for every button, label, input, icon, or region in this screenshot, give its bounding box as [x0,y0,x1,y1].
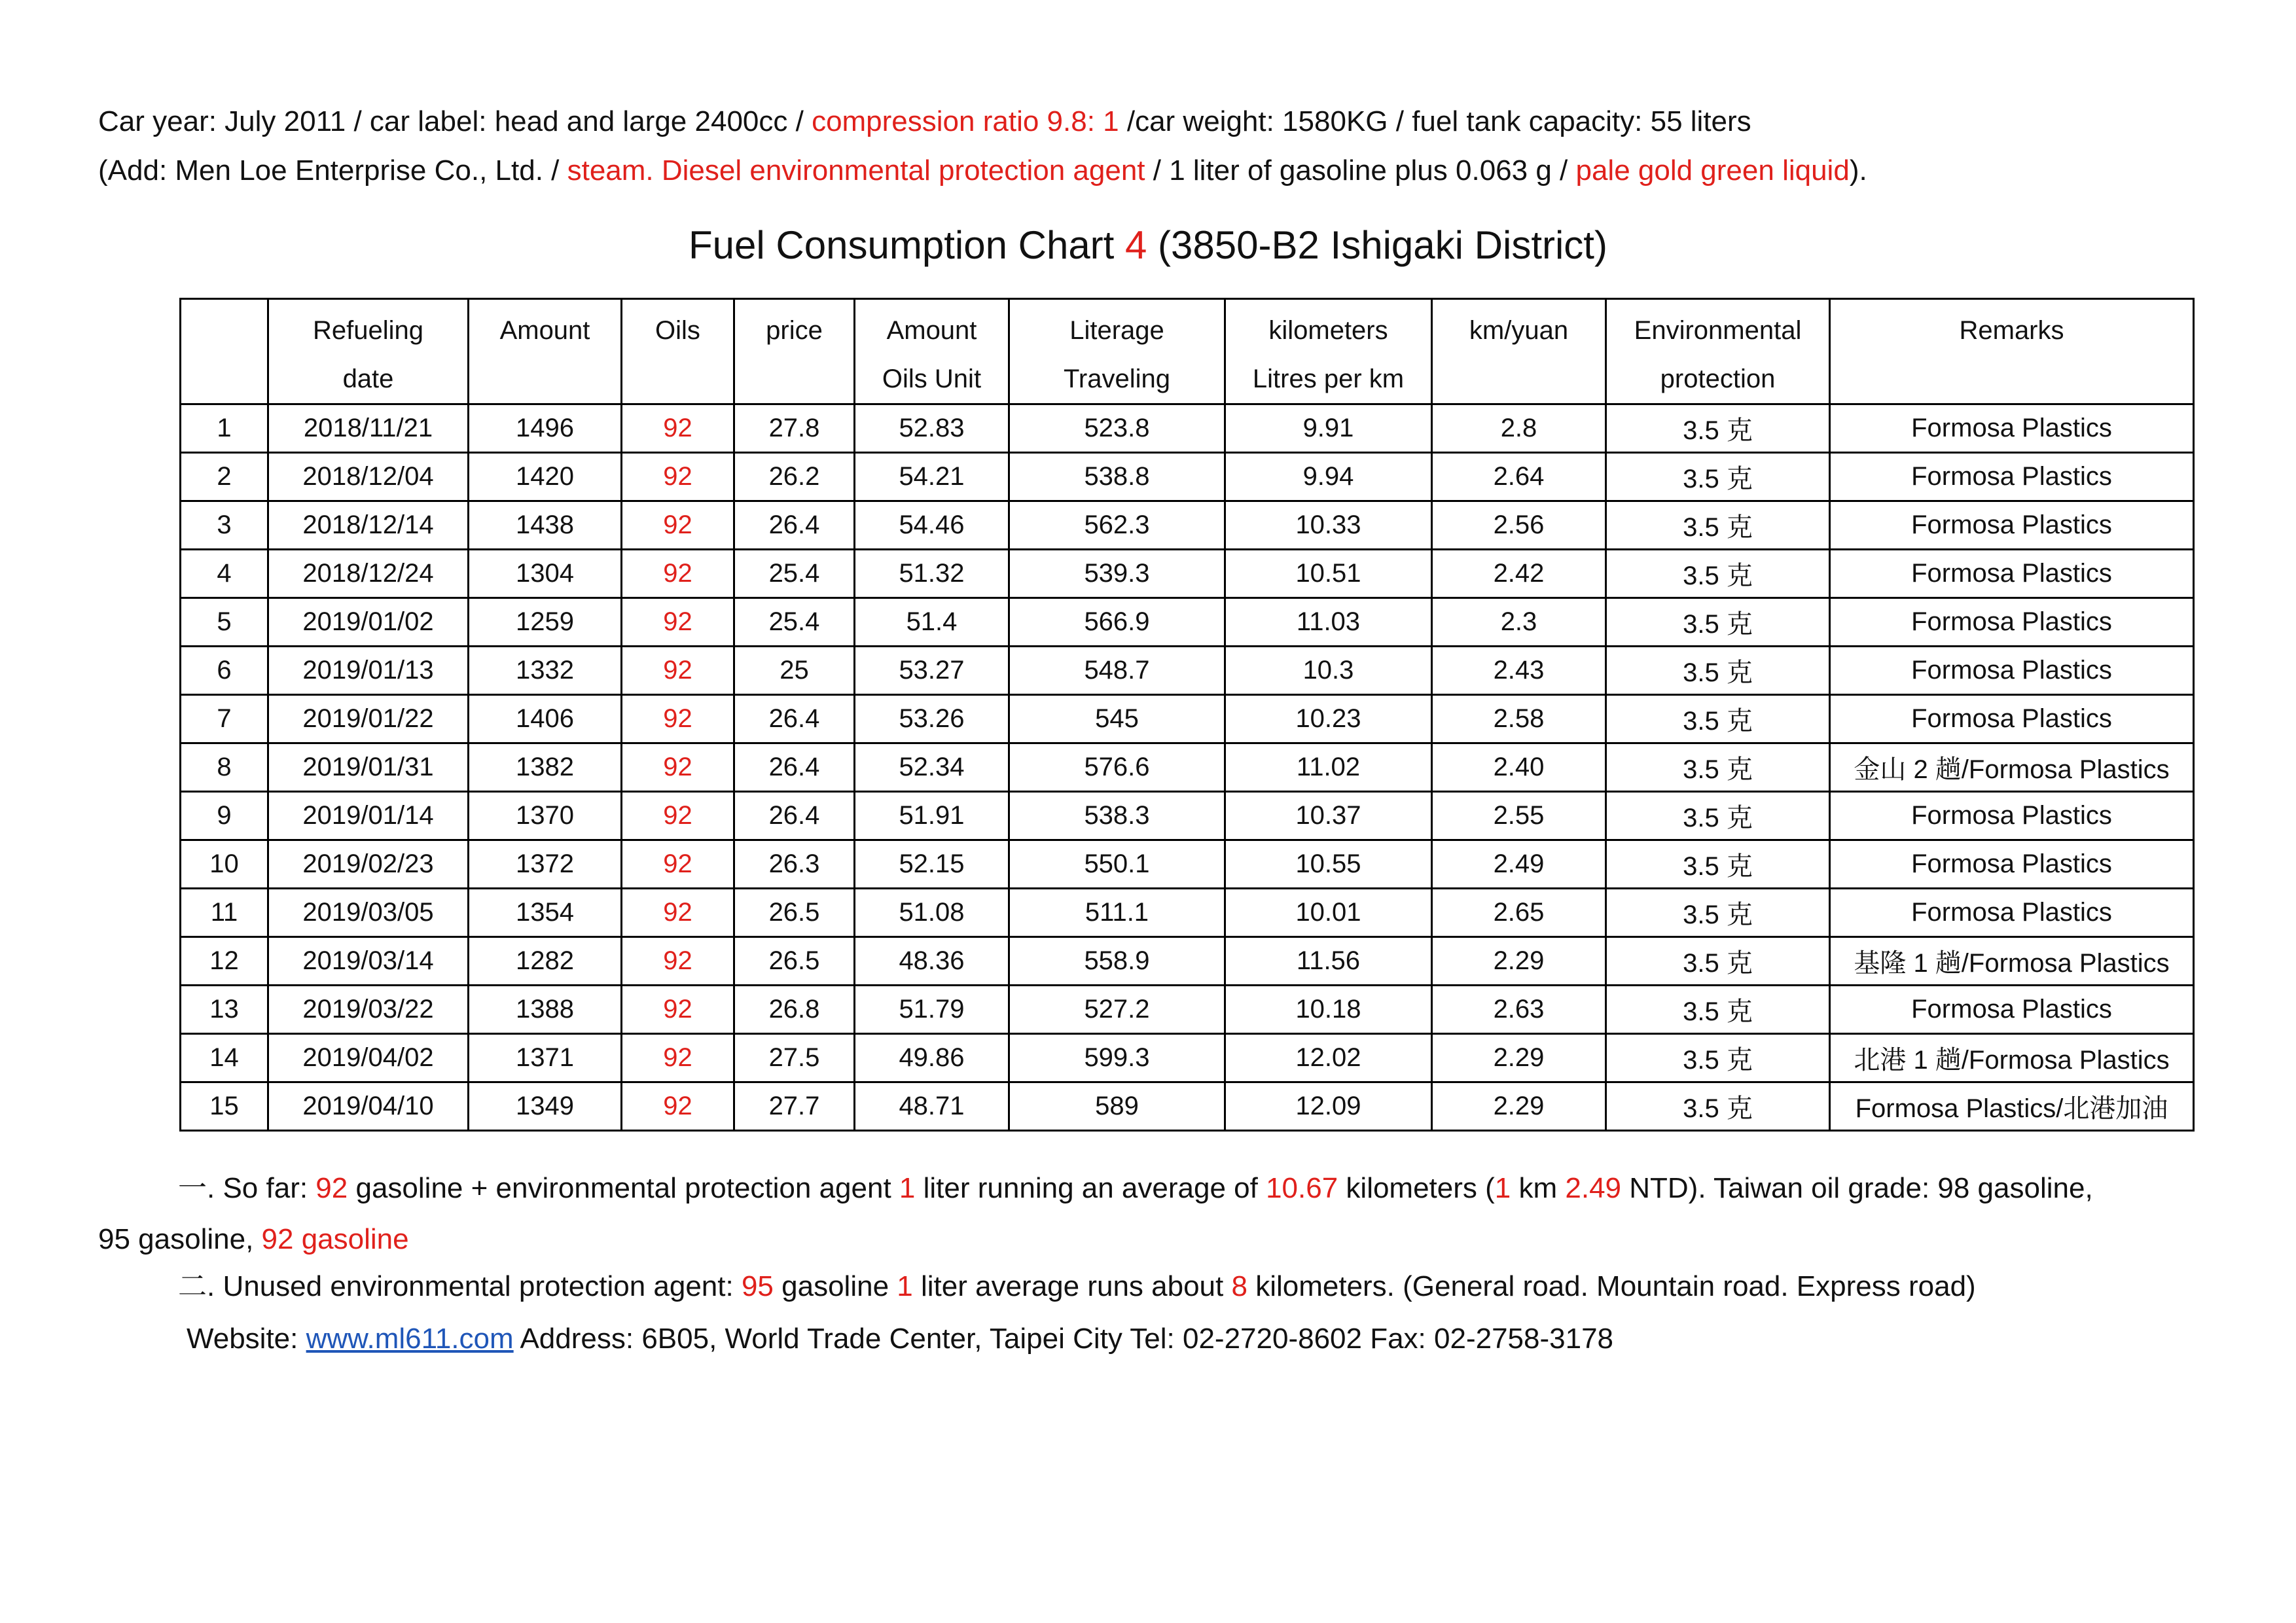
table-cell: Formosa Plastics [1830,501,2194,550]
header-sublabel: date [342,365,394,393]
table-cell: 3.5 克 [1606,453,1830,501]
note-1-text: km [1511,1172,1566,1204]
table-cell: 12.09 [1225,1082,1432,1131]
table-cell: 10.37 [1225,792,1432,840]
table-cell: 566.9 [1009,598,1225,647]
fuel-consumption-table [179,298,2195,1132]
website-link[interactable]: www.ml611.com [306,1323,514,1355]
website-label: Website: [187,1323,306,1355]
table-cell: 538.8 [1009,453,1225,501]
table-cell: 4 [181,550,268,598]
table-row [181,937,2194,986]
table-cell: 10.3 [1225,647,1432,695]
table-cell: 53.27 [855,647,1009,695]
table-cell: 2.8 [1432,404,1606,453]
table-cell: 2.29 [1432,1082,1606,1131]
table-cell: 2.56 [1432,501,1606,550]
table-cell: 92 [622,840,734,889]
table-cell: 10.55 [1225,840,1432,889]
table-cell: 2.43 [1432,647,1606,695]
table-row [181,840,2194,889]
table-cell: 5 [181,598,268,647]
vehicle-info-text: Car year: July 2011 / car label: head and large 2400cc / [98,105,812,137]
table-cell: 49.86 [855,1034,1009,1082]
table-cell: Formosa Plastics [1830,889,2194,937]
table-cell: Formosa Plastics [1830,695,2194,743]
table-cell: 1388 [469,986,622,1034]
table-cell: 53.26 [855,695,1009,743]
table-cell: 92 [622,1082,734,1131]
table-cell: 3.5 克 [1606,404,1830,453]
table-cell: 48.36 [855,937,1009,986]
table-cell: 92 [622,937,734,986]
table-cell: 545 [1009,695,1225,743]
table-cell: 527.2 [1009,986,1225,1034]
table-cell: 26.4 [734,501,855,550]
table-cell: 3.5 克 [1606,889,1830,937]
note-2-line [178,1270,1976,1304]
table-cell: 26.4 [734,695,855,743]
additive-info-line [98,154,1867,188]
table-cell: 523.8 [1009,404,1225,453]
table-cell: 548.7 [1009,647,1225,695]
table-row [181,986,2194,1034]
table-cell: 92 [622,404,734,453]
table-cell: 3.5 克 [1606,792,1830,840]
header-cell [622,299,734,404]
header-cell [1432,299,1606,404]
table-cell: 2.29 [1432,1034,1606,1082]
table-cell: 3 [181,501,268,550]
header-label: kilometers [1268,316,1388,345]
header-label: price [766,316,823,345]
table-row [181,695,2194,743]
table-cell: 3.5 克 [1606,986,1830,1034]
table-cell: 599.3 [1009,1034,1225,1082]
table-cell: 1259 [469,598,622,647]
table-cell: 2019/01/02 [268,598,469,647]
header-sublabel: protection [1660,365,1776,393]
table-cell: Formosa Plastics [1830,550,2194,598]
table-cell: 2019/04/02 [268,1034,469,1082]
table-cell: Formosa Plastics [1830,453,2194,501]
table-cell: 14 [181,1034,268,1082]
table-cell: 3.5 克 [1606,840,1830,889]
table-cell: 2.40 [1432,743,1606,792]
table-header-row [181,299,2194,404]
table-cell: 1382 [469,743,622,792]
table-cell: 92 [622,647,734,695]
table-cell: 51.4 [855,598,1009,647]
table-cell: 2019/04/10 [268,1082,469,1131]
table-row [181,1082,2194,1131]
table-cell: 1370 [469,792,622,840]
note-1-text: kilometers ( [1338,1172,1495,1204]
table-cell: 2019/03/05 [268,889,469,937]
table-cell: 3.5 克 [1606,1082,1830,1131]
table-row [181,743,2194,792]
table-row [181,1034,2194,1082]
note-1-highlight: 1 [1494,1172,1511,1204]
header-label: Literage [1069,316,1164,345]
table-row [181,889,2194,937]
table-cell: 52.83 [855,404,1009,453]
additive-dosage-text: / 1 liter of gasoline plus 0.063 g / [1145,154,1576,187]
table-cell: 26.5 [734,937,855,986]
table-cell: 13 [181,986,268,1034]
table-cell: 92 [622,889,734,937]
table-cell: 11.56 [1225,937,1432,986]
table-cell: 10.51 [1225,550,1432,598]
table-cell: 1371 [469,1034,622,1082]
table-cell: 11.03 [1225,598,1432,647]
table-cell: 92 [622,986,734,1034]
table-cell: Formosa Plastics [1830,792,2194,840]
table-cell: 25 [734,647,855,695]
table-cell: 2019/03/22 [268,986,469,1034]
table-cell: Formosa Plastics [1830,986,2194,1034]
table-cell: 26.4 [734,743,855,792]
table-row [181,453,2194,501]
table-cell: 576.6 [1009,743,1225,792]
header-cell [181,299,268,404]
title-suffix: (3850-B2 Ishigaki District) [1147,223,1607,267]
table-cell: 26.2 [734,453,855,501]
table-cell: 基隆 1 趟/Formosa Plastics [1830,937,2194,986]
table-cell: 3.5 克 [1606,743,1830,792]
table-cell: 92 [622,501,734,550]
contact-details: Address: 6B05, World Trade Center, Taipei City Tel: 02-2720-8602 Fax: 02-2758-3178 [513,1323,1614,1355]
table-cell: 10.23 [1225,695,1432,743]
note-2-text: . Unused environmental protection agent: [207,1270,742,1302]
table-cell: 12 [181,937,268,986]
table-cell: 1 [181,404,268,453]
table-cell: 92 [622,695,734,743]
table-cell: 1406 [469,695,622,743]
table-cell: 51.79 [855,986,1009,1034]
table-cell: 2019/03/14 [268,937,469,986]
table-cell: 25.4 [734,550,855,598]
table-cell: 金山 2 趟/Formosa Plastics [1830,743,2194,792]
table-cell: 北港 1 趟/Formosa Plastics [1830,1034,2194,1082]
table-row [181,598,2194,647]
note-1-highlight: 92 [315,1172,348,1204]
table-row [181,404,2194,453]
note-1-line [178,1171,2093,1206]
table-cell: 9 [181,792,268,840]
table-cell: 9.94 [1225,453,1432,501]
table-cell: 92 [622,743,734,792]
table-cell: 3.5 克 [1606,937,1830,986]
table-cell: 52.34 [855,743,1009,792]
table-cell: 92 [622,550,734,598]
table-cell: 27.8 [734,404,855,453]
header-label: Oils [655,316,700,345]
table-cell: 6 [181,647,268,695]
table-cell: 9.91 [1225,404,1432,453]
table-cell: 562.3 [1009,501,1225,550]
table-cell: 8 [181,743,268,792]
table-cell: 2.55 [1432,792,1606,840]
table-cell: 52.15 [855,840,1009,889]
table-row [181,501,2194,550]
header-label: Refueling [312,316,423,345]
table-cell: 7 [181,695,268,743]
table-body [181,404,2194,1131]
table-cell: 1372 [469,840,622,889]
table-cell: 10 [181,840,268,889]
table-cell: 92 [622,1034,734,1082]
note-2-highlight: 1 [897,1270,913,1302]
table-cell: 511.1 [1009,889,1225,937]
table-cell: 1282 [469,937,622,986]
table-cell: 2018/11/21 [268,404,469,453]
table-cell: 1420 [469,453,622,501]
table-cell: 92 [622,598,734,647]
table-cell: 1332 [469,647,622,695]
note-2-text: kilometers. (General road. Mountain road. Express road) [1247,1270,1976,1302]
table-cell: 3.5 克 [1606,550,1830,598]
note-1-text: liter running an average of [915,1172,1266,1204]
table-cell: 1496 [469,404,622,453]
page-title [0,223,2296,268]
table-cell: 2.3 [1432,598,1606,647]
table-row [181,792,2194,840]
table-cell: 92 [622,453,734,501]
note-1-highlight: 2.49 [1565,1172,1622,1204]
table-cell: 2.29 [1432,937,1606,986]
table-cell: 538.3 [1009,792,1225,840]
header-label: km/yuan [1469,316,1569,345]
table-cell: 12.02 [1225,1034,1432,1082]
note-2-highlight: 8 [1231,1270,1247,1302]
header-cell [1009,299,1225,404]
table-cell: Formosa Plastics [1830,404,2194,453]
table-cell: 2 [181,453,268,501]
note-1-marker: 一 [178,1172,207,1204]
note-1-highlight: 10.67 [1266,1172,1338,1204]
table-cell: 92 [622,792,734,840]
table-cell: 2018/12/04 [268,453,469,501]
note-1-continuation [98,1222,409,1257]
table-cell: 3.5 克 [1606,1034,1830,1082]
title-number: 4 [1125,223,1147,267]
title-prefix: Fuel Consumption Chart [689,223,1126,267]
note-1-highlight: 1 [899,1172,916,1204]
header-cell [1606,299,1830,404]
table-cell: 2018/12/14 [268,501,469,550]
table-cell: Formosa Plastics [1830,598,2194,647]
table-cell: Formosa Plastics [1830,840,2194,889]
table-cell: 550.1 [1009,840,1225,889]
vehicle-info-line [98,105,1751,139]
header-cell [268,299,469,404]
table-cell: 26.4 [734,792,855,840]
note-1-highlight: 92 gasoline [261,1223,409,1255]
compression-ratio-text: compression ratio 9.8: 1 [812,105,1119,137]
note-2-text: gasoline [773,1270,897,1302]
table-cell: 2.63 [1432,986,1606,1034]
additive-agent-text: steam. Diesel environmental protection agent [567,154,1145,187]
table-cell: 3.5 克 [1606,598,1830,647]
table-cell: 51.08 [855,889,1009,937]
table-cell: 1304 [469,550,622,598]
table-cell: 11 [181,889,268,937]
header-cell [469,299,622,404]
header-cell [734,299,855,404]
table-cell: 3.5 克 [1606,647,1830,695]
header-label: Remarks [1959,316,2064,345]
table-cell: 2.65 [1432,889,1606,937]
table-row [181,550,2194,598]
table-cell: 26.8 [734,986,855,1034]
table-cell: 3.5 克 [1606,695,1830,743]
table-cell: 2.64 [1432,453,1606,501]
header-sublabel: Traveling [1063,365,1171,393]
additive-close-text: ). [1849,154,1867,187]
table-cell: 27.5 [734,1034,855,1082]
note-1-text: gasoline + environmental protection agent [348,1172,899,1204]
note-2-highlight: 95 [741,1270,774,1302]
table-cell: 51.32 [855,550,1009,598]
note-2-text: liter average runs about [912,1270,1232,1302]
table-cell: 2.58 [1432,695,1606,743]
table-cell: 2019/01/14 [268,792,469,840]
header-label: Amount [886,316,977,345]
additive-liquid-text: pale gold green liquid [1575,154,1850,187]
table-cell: 26.5 [734,889,855,937]
header-label: Amount [499,316,590,345]
table-cell: 10.18 [1225,986,1432,1034]
table-cell: 15 [181,1082,268,1131]
table-cell: 10.33 [1225,501,1432,550]
table-cell: 2018/12/24 [268,550,469,598]
header-cell [855,299,1009,404]
table-cell: 54.46 [855,501,1009,550]
table-cell: Formosa Plastics/北港加油 [1830,1082,2194,1131]
table-cell: 2019/01/22 [268,695,469,743]
header-sublabel: Oils Unit [882,365,982,393]
additive-company-text: (Add: Men Loe Enterprise Co., Ltd. / [98,154,567,187]
table-cell: 2.49 [1432,840,1606,889]
note-1-text: 95 gasoline, [98,1223,262,1255]
table-cell: 48.71 [855,1082,1009,1131]
header-sublabel: Litres per km [1252,365,1405,393]
table-cell: 10.01 [1225,889,1432,937]
table-cell: 2019/02/23 [268,840,469,889]
table-cell: 27.7 [734,1082,855,1131]
note-1-text: NTD). Taiwan oil grade: 98 gasoline, [1621,1172,2093,1204]
table-cell: 2.42 [1432,550,1606,598]
table-cell: 2019/01/31 [268,743,469,792]
table-cell: 1354 [469,889,622,937]
vehicle-weight-text: /car weight: 1580KG / fuel tank capacity: 55 liters [1119,105,1751,137]
table-cell: 539.3 [1009,550,1225,598]
contact-line [187,1322,1613,1357]
table-cell: 51.91 [855,792,1009,840]
table-cell: 589 [1009,1082,1225,1131]
table-cell: 558.9 [1009,937,1225,986]
table-row [181,647,2194,695]
table-cell: 25.4 [734,598,855,647]
header-cell [1225,299,1432,404]
note-2-marker: 二 [178,1270,207,1302]
header-label: Environmental [1634,316,1802,345]
table-cell: 1438 [469,501,622,550]
note-1-text: . So far: [207,1172,316,1204]
header-cell [1830,299,2194,404]
table-cell: 54.21 [855,453,1009,501]
table-cell: 2019/01/13 [268,647,469,695]
table-cell: 3.5 克 [1606,501,1830,550]
table-cell: 1349 [469,1082,622,1131]
table-cell: 11.02 [1225,743,1432,792]
table-cell: Formosa Plastics [1830,647,2194,695]
table-cell: 26.3 [734,840,855,889]
